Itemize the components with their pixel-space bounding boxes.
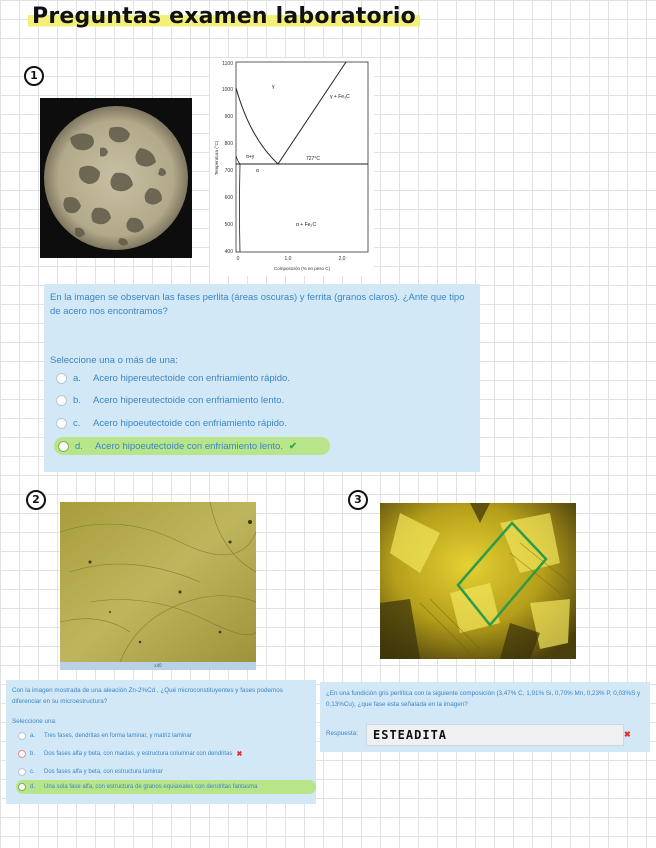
micrograph-3 [380,503,576,659]
question-1-select-label: Seleccione una o más de una: [50,355,178,366]
question-number-3: 3 [348,490,368,510]
option-letter: c. [73,418,81,429]
question-1-box [44,284,480,472]
question-number-2: 2 [26,490,46,510]
option-letter: b. [73,395,81,406]
checkmark-icon: ✔ [289,440,297,452]
ytick: 500 [224,222,233,228]
question-3-text: ¿En una fundición gris perlítica con la siguiente composición (3,47% C, 1,91% Si, 0,70% Mn, 0,23% P, 0,03%S y 0,13%Cu), ¿que fase esta señalada en la imagen? [326,690,641,708]
ytick: 600 [224,195,233,201]
option-a[interactable] [18,732,192,740]
ytick: 1000 [221,87,233,93]
question-1-text: En la imagen se observan las fases perlita (áreas oscuras) y ferrita (granos claros). ¿Ante que tipo de acero nos encontramos? [50,292,465,317]
ytick: 800 [224,141,233,147]
question-2-text: Con la imagen mostrada de una aleación Zn-2%Cd , ¿Qué microconstituyentes y fases podemos diferenciar en su microestructura? [12,687,283,705]
label-alpha: α [256,168,259,174]
option-c[interactable] [56,418,287,429]
question-2-select-label: Seleccione una: [12,718,57,725]
wrong-mark-icon: ✖ [624,730,631,739]
option-c[interactable] [18,768,163,776]
option-letter: d. [75,440,83,452]
option-a[interactable] [56,373,290,384]
micrograph-1 [40,98,192,258]
label-gamma: γ [272,84,275,90]
option-d[interactable] [16,780,316,794]
option-letter: a. [30,733,36,739]
option-radio[interactable] [56,395,67,406]
xtick: 2,0 [338,256,346,262]
option-radio[interactable] [56,418,67,429]
answer-input[interactable] [366,724,624,746]
option-text: Acero hipereutectoide con enfriamiento rápido. [93,373,290,384]
xtick: 1,0 [284,256,292,262]
ytick: 700 [224,168,233,174]
label-gamma-fe3c: γ + Fe₃C [330,94,350,100]
question-3-box [320,682,650,752]
question-number-1: 1 [24,66,44,86]
ytick: 1100 [222,61,233,67]
option-letter: a. [73,373,81,384]
label-727: 727°C [306,156,320,162]
question-2-box [6,680,316,804]
diagram-ylabel: Temperatura (°C) [214,140,219,176]
option-text: Una sola fase alfa, con estructura de granos equiaxiales con dendritas fantasma [44,784,258,790]
option-radio[interactable] [58,441,69,452]
label-alpha-fe3c: α + Fe₃C [296,222,317,228]
xtick: 0 [236,256,240,262]
option-radio[interactable] [56,373,67,384]
option-b[interactable] [56,395,284,406]
option-radio[interactable] [18,732,26,740]
option-radio[interactable] [18,783,26,791]
answer-label: Respuesta: [326,730,358,737]
answer-value: ESTEADITA [373,728,448,742]
option-text: Dos fases alfa y beta, con estructura laminar [44,769,163,775]
page-title: Preguntas examen laboratorio [28,4,420,29]
option-letter: c. [30,769,35,775]
diagram-xlabel: Composición (% en peso C) [273,266,331,271]
option-d[interactable] [54,437,330,455]
micrograph-2 [60,502,256,670]
ytick: 400 [224,249,233,255]
label-alpha-gamma: α+γ [246,154,255,160]
phase-diagram [210,58,374,276]
option-radio[interactable] [18,768,26,776]
option-text: Acero hipoeutectoide con enfriamiento lento. [95,440,284,452]
option-text: Tres fases, dendritas en forma laminar, y matriz laminar [44,733,192,739]
wrong-mark-icon: ✖ [236,751,243,758]
image-caption: x40 [60,662,256,670]
option-text: Dos fases alfa y beta, con maclas, y estructura columnar con dendritas [44,751,233,757]
option-letter: d. [30,784,36,790]
option-text: Acero hipereutectoide con enfriamiento lento. [93,395,285,406]
ytick: 900 [224,114,233,120]
option-letter: b. [30,751,36,757]
option-text: Acero hipoeutectoide con enfriamiento rápido. [93,418,287,429]
option-b[interactable] [18,750,242,758]
option-radio[interactable] [18,750,26,758]
